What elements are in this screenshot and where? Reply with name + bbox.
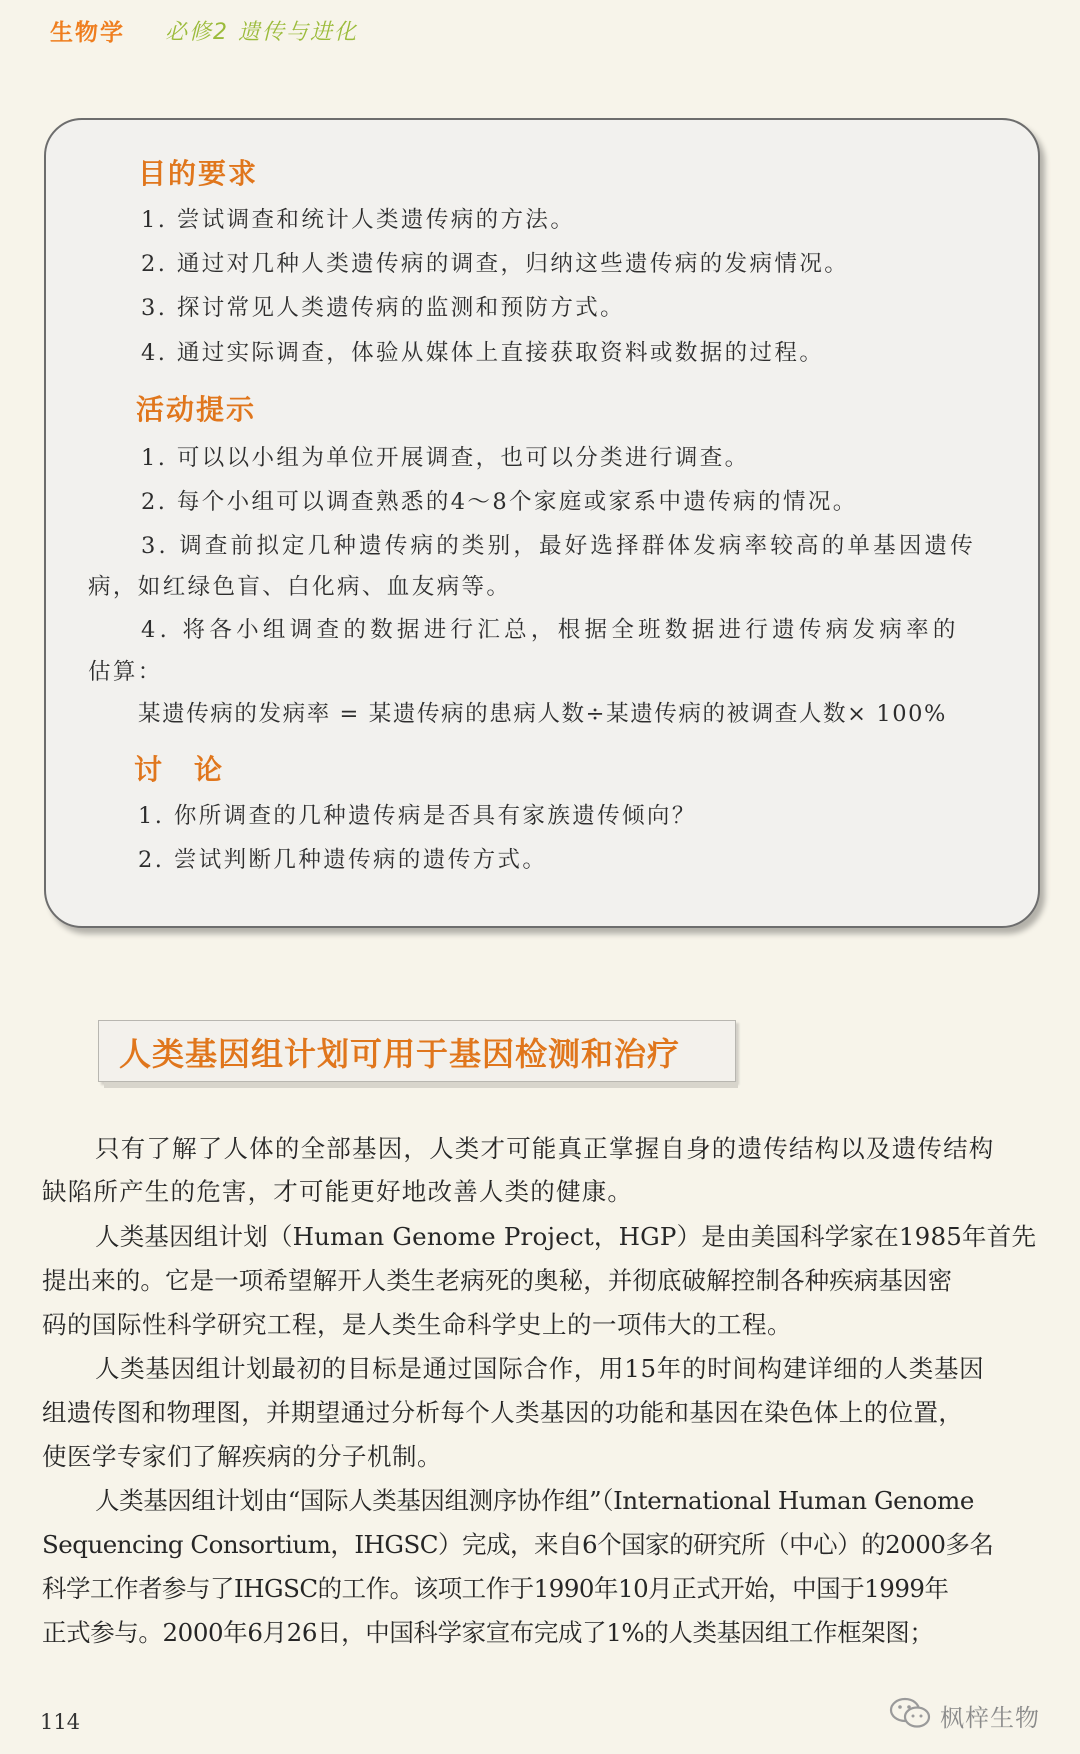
watermark-text: 枫梓生物: [940, 1703, 1040, 1732]
body-line: 人类基因组计划（Human Genome Project，HGP）是由美国科学家在1985年首先: [95, 1222, 1037, 1251]
body-line: 人类基因组计划最初的目标是通过国际合作，用15年的时间构建详细的人类基因: [95, 1354, 985, 1383]
tip-line: 4. 将各小组调查的数据进行汇总，根据全班数据进行遗传病发病率的: [141, 617, 960, 643]
discussion-line: 1. 你所调查的几种遗传病是否具有家族遗传倾向？: [138, 803, 697, 829]
body-line: 缺陷所产生的危害，才可能更好地改善人类的健康。: [42, 1177, 634, 1206]
formula-line: 某遗传病的发病率 = 某遗传病的患病人数÷某遗传病的被调查人数× 100%: [138, 701, 948, 727]
tip-line: 1. 可以以小组为单位开展调查，也可以分类进行调查。: [141, 445, 750, 471]
section-title-tips: 活动提示: [136, 393, 257, 426]
tip-line: 3. 调查前拟定几种遗传病的类别，最好选择群体发病率较高的单基因遗传: [141, 533, 976, 559]
body-line: 使医学专家们了解疾病的分子机制。: [42, 1442, 442, 1471]
body-line: 正式参与。2000年6月26日，中国科学家宣布完成了1%的人类基因组工作框架图；: [42, 1618, 934, 1647]
topic-title-box: [98, 1020, 736, 1082]
activity-box: [44, 118, 1040, 928]
body-line: Sequencing Consortium，IHGSC）完成，来自6个国家的研究所（中心）的2000多名: [42, 1530, 994, 1559]
tip-line: 2. 每个小组可以调查熟悉的4～8个家庭或家系中遗传病的情况。: [141, 489, 858, 515]
tip-line: 估算：: [88, 659, 163, 685]
body-line: 只有了解了人体的全部基因，人类才可能真正掌握自身的遗传结构以及遗传结构: [95, 1134, 995, 1163]
watermark: [888, 1695, 1040, 1735]
topic-title-shadow: [104, 1082, 738, 1088]
section-title-objectives: 目的要求: [138, 157, 259, 190]
header-book-title: 生物学: [50, 19, 125, 46]
objective-line: 3. 探讨常见人类遗传病的监测和预防方式。: [141, 295, 626, 321]
objective-line: 2. 通过对几种人类遗传病的调查，归纳这些遗传病的发病情况。: [141, 251, 850, 277]
objective-line: 4. 通过实际调查，体验从媒体上直接获取资料或数据的过程。: [141, 340, 825, 366]
page-header: [50, 10, 358, 50]
body-line: 码的国际性科学研究工程，是人类生命科学史上的一项伟大的工程。: [42, 1310, 792, 1339]
topic-title: 人类基因组计划可用于基因检测和治疗: [119, 1035, 681, 1073]
body-line: 科学工作者参与了IHGSC的工作。该项工作于1990年10月正式开始，中国于1999年: [42, 1574, 949, 1603]
tip-line: 病，如红绿色盲、白化病、血友病等。: [88, 574, 512, 600]
section-title-discussion: 讨 论: [134, 753, 225, 786]
body-line: 组遗传图和物理图，并期望通过分析每个人类基因的功能和基因在染色体上的位置，: [42, 1398, 964, 1427]
body-line: 提出来的。它是一项希望解开人类生老病死的奥秘，并彻底破解控制各种疾病基因密: [42, 1266, 953, 1295]
header-subtitle: 必修2 遗传与进化: [165, 19, 358, 45]
wechat-icon: [888, 1695, 932, 1735]
discussion-line: 2. 尝试判断几种遗传病的遗传方式。: [138, 847, 548, 873]
page-number: 114: [40, 1710, 81, 1734]
body-line: 人类基因组计划由“国际人类基因组测序协作组”（International Human Genome: [95, 1486, 974, 1515]
objective-line: 1. 尝试调查和统计人类遗传病的方法。: [141, 207, 576, 233]
